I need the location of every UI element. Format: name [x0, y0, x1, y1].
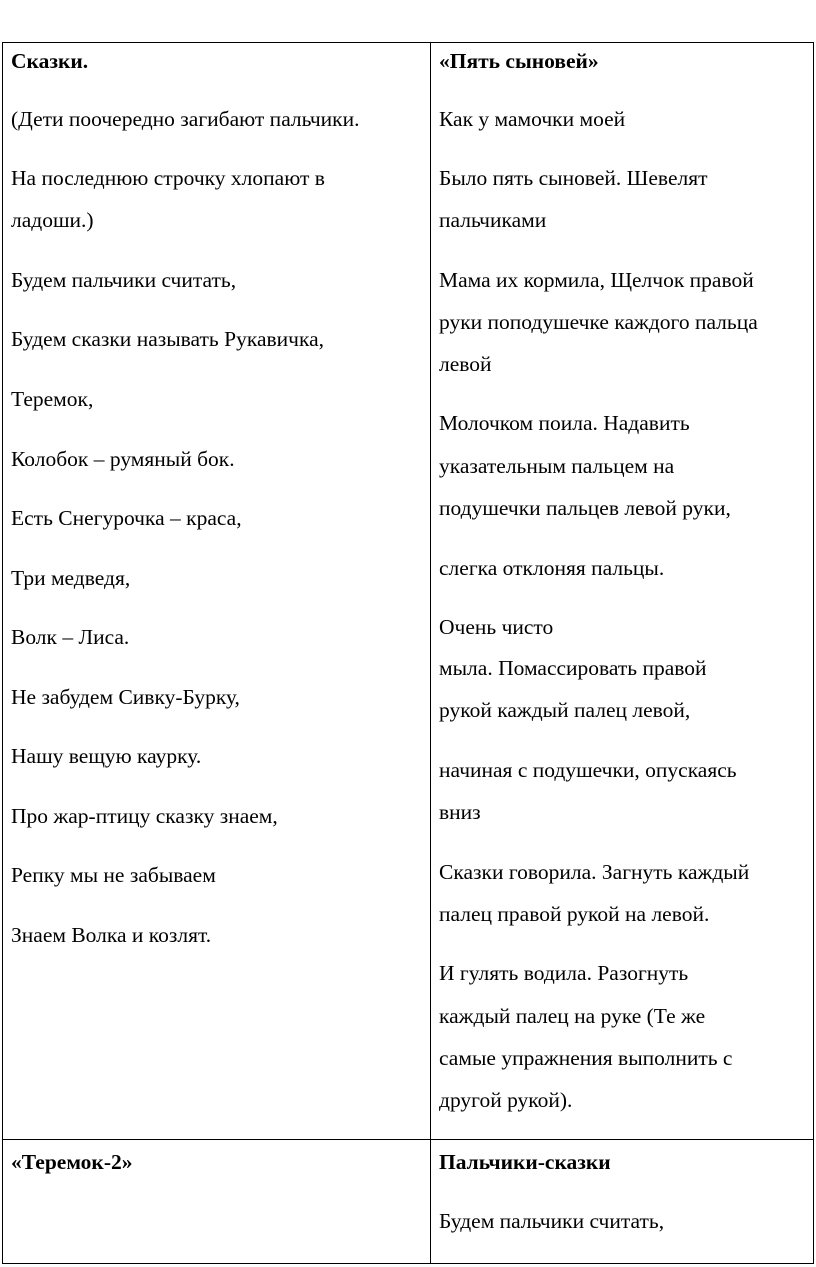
text-line: Сказки говорила. Загнуть каждый	[439, 860, 750, 884]
text-line: Волк – Лиса.	[11, 625, 130, 649]
cell-title-skazki: Сказки.	[11, 49, 89, 73]
text-line: пальчиками	[439, 208, 547, 232]
text-line: Мама их кормила, Щелчок правой	[439, 268, 754, 292]
text-line: Очень чисто	[439, 615, 554, 639]
text-line: левой	[439, 352, 492, 376]
text-line: Нашу вещую каурку.	[11, 744, 202, 768]
text-line: Как у мамочки моей	[439, 107, 626, 131]
text-line: На последнюю строчку хлопают в	[11, 166, 325, 190]
column-divider	[430, 43, 431, 1263]
text-line: подушечки пальцев левой руки,	[439, 496, 731, 520]
text-line: мыла. Помассировать правой	[439, 656, 707, 680]
text-line: Было пять сыновей. Шевелят	[439, 166, 708, 190]
row-divider	[3, 1139, 813, 1140]
text-line: Теремок,	[11, 387, 94, 411]
text-line: И гулять водила. Разогнуть	[439, 961, 689, 985]
text-line: каждый палец на руке (Те же	[439, 1004, 706, 1028]
text-line: (Дети поочередно загибают пальчики.	[11, 107, 360, 131]
text-line: Репку мы не забываем	[11, 863, 216, 887]
text-line: Про жар-птицу сказку знаем,	[11, 804, 278, 828]
text-line: ладоши.)	[11, 208, 94, 232]
text-line: начиная с подушечки, опускаясь	[439, 758, 737, 782]
text-line: Знаем Волка и козлят.	[11, 923, 212, 947]
cell-title-pyat-synovei: «Пять сыновей»	[439, 49, 599, 73]
text-line: Будем пальчики считать,	[439, 1209, 665, 1233]
text-line: руки поподушечке каждого пальца	[439, 310, 758, 334]
text-line: Будем сказки называть Рукавичка,	[11, 327, 324, 351]
text-line: Три медведя,	[11, 566, 131, 590]
text-line: другой рукой).	[439, 1088, 573, 1112]
text-line: Не забудем Сивку-Бурку,	[11, 685, 240, 709]
text-line: самые упражнения выполнить с	[439, 1046, 733, 1070]
text-line: вниз	[439, 800, 481, 824]
text-line: слегка отклоняя пальцы.	[439, 556, 665, 580]
text-line: Молочком поила. Надавить	[439, 411, 690, 435]
cell-title-palchiki-skazki: Пальчики-сказки	[439, 1150, 611, 1174]
cell-title-teremok-2: «Теремок-2»	[11, 1150, 133, 1174]
document-table	[2, 42, 814, 1264]
text-line: Будем пальчики считать,	[11, 268, 237, 292]
text-line: Колобок – румяный бок.	[11, 447, 235, 471]
text-line: палец правой рукой на левой.	[439, 902, 710, 926]
text-line: рукой каждый палец левой,	[439, 698, 691, 722]
text-line: указательным пальцем на	[439, 454, 675, 478]
text-line: Есть Снегурочка – краса,	[11, 506, 242, 530]
